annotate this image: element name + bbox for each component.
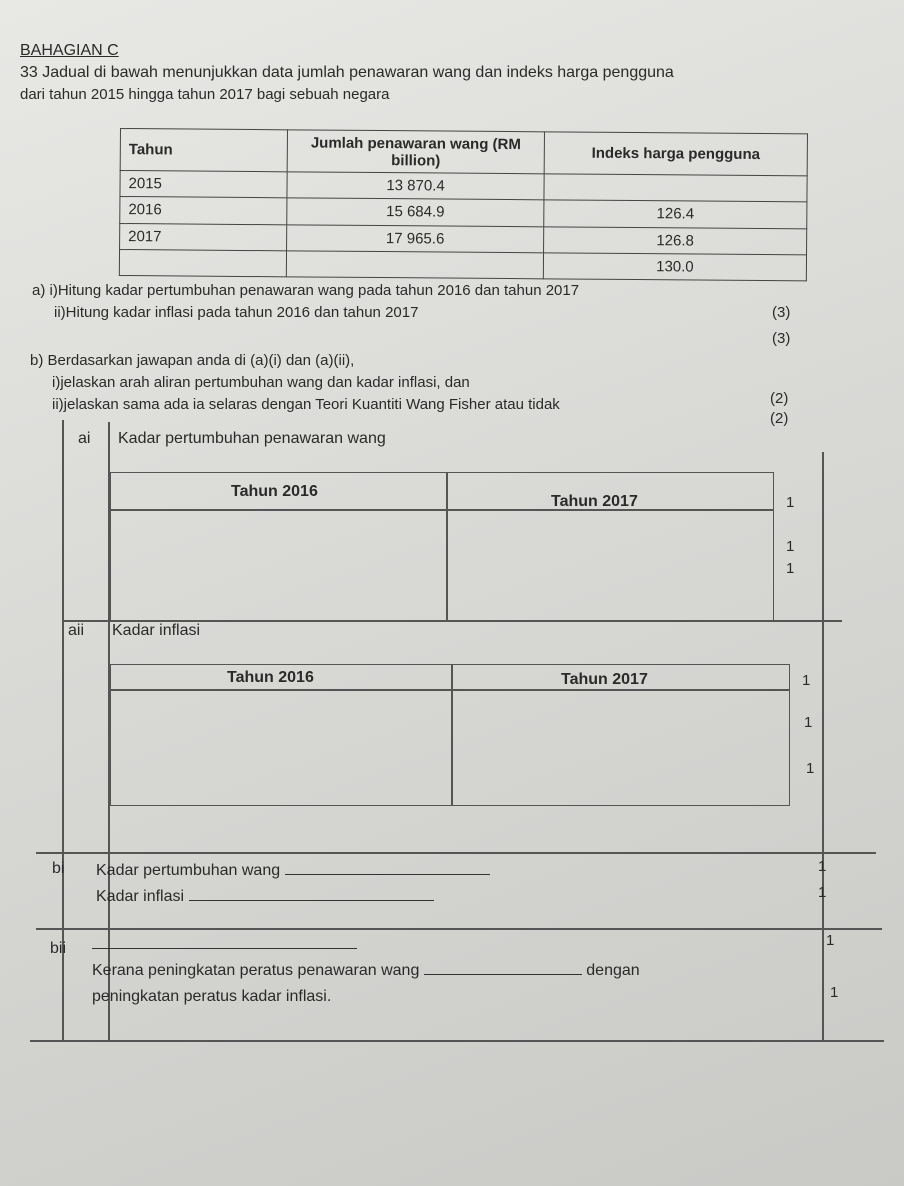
table-cell: 2015 bbox=[120, 171, 287, 199]
table-cell bbox=[119, 249, 286, 277]
answer-bi-line2 bbox=[96, 886, 434, 906]
part-b-i: i)jelaskan arah aliran pertumbuhan wang dan kadar inflasi, dan bbox=[52, 374, 470, 391]
answer-bii-mark: 1 bbox=[826, 932, 835, 949]
question-intro-line1: 33 Jadual di bawah menunjukkan data jumlah penawaran wang dan indeks harga pengguna bbox=[20, 64, 674, 81]
answer-bii-text2: dengan bbox=[586, 962, 640, 979]
answer-bottom-line bbox=[30, 1040, 884, 1042]
answer-bii-label: bii bbox=[50, 940, 67, 957]
part-b-i-marks: (2) bbox=[770, 390, 789, 407]
answer-bi-text2: Kadar inflasi bbox=[96, 888, 185, 905]
answer-bii-line1 bbox=[92, 960, 640, 980]
answer-aii-mark: 1 bbox=[806, 760, 815, 777]
answer-ai-title: Kadar pertumbuhan penawaran wang bbox=[118, 430, 386, 447]
part-b-ii: ii)jelaskan sama ada ia selaras dengan Teori Kuantiti Wang Fisher atau tidak bbox=[52, 396, 560, 413]
table-cell bbox=[544, 174, 807, 202]
table-cell: 15 684.9 bbox=[287, 198, 544, 226]
table-cell: 17 965.6 bbox=[287, 224, 544, 252]
divider bbox=[36, 928, 882, 930]
part-a-ii-marks: (3) bbox=[772, 330, 791, 347]
answer-blank[interactable] bbox=[189, 886, 434, 901]
answer-ai-col-2016: Tahun 2016 bbox=[231, 483, 318, 500]
answer-aii-table bbox=[110, 664, 790, 806]
question-intro-line2: dari tahun 2015 hingga tahun 2017 bagi sebuah negara bbox=[20, 86, 390, 103]
answer-aii-col-2017: Tahun 2017 bbox=[561, 671, 648, 688]
answer-aii-mark: 1 bbox=[804, 714, 813, 731]
table-header-money-supply: Jumlah penawaran wang (RM billion) bbox=[287, 130, 544, 174]
answer-bii-line2: peningkatan peratus kadar inflasi. bbox=[92, 988, 332, 1005]
part-a-i-marks: (3) bbox=[772, 304, 791, 321]
answer-bi-mark: 1 bbox=[818, 858, 827, 875]
part-a-i: a) i)Hitung kadar pertumbuhan penawaran wang pada tahun 2016 dan tahun 2017 bbox=[32, 282, 580, 299]
answer-bii-text1: Kerana peningkatan peratus penawaran wang bbox=[92, 962, 420, 979]
part-b-ii-marks: (2) bbox=[770, 410, 789, 427]
divider bbox=[36, 852, 876, 854]
table-cell: 13 870.4 bbox=[287, 172, 544, 200]
answer-bii-blank-line bbox=[92, 934, 357, 954]
table-cell: 2017 bbox=[120, 223, 287, 251]
answer-bi-mark: 1 bbox=[818, 884, 827, 901]
answer-bi-text1: Kadar pertumbuhan wang bbox=[96, 862, 281, 879]
answer-blank[interactable] bbox=[92, 934, 357, 949]
data-table bbox=[119, 128, 808, 281]
answer-bi-line1 bbox=[96, 860, 490, 880]
answer-aii-mark: 1 bbox=[802, 672, 811, 689]
part-a-ii: ii)Hitung kadar inflasi pada tahun 2016 dan tahun 2017 bbox=[54, 304, 419, 321]
answer-aii-label: aii bbox=[68, 622, 85, 639]
table-header-year: Tahun bbox=[120, 129, 287, 172]
part-b: b) Berdasarkan jawapan anda di (a)(i) dan (a)(ii), bbox=[30, 352, 355, 369]
table-cell: 126.4 bbox=[544, 200, 807, 228]
answer-blank[interactable] bbox=[285, 860, 490, 875]
answer-blank[interactable] bbox=[424, 960, 582, 975]
table-cell bbox=[286, 251, 543, 279]
table-cell: 126.8 bbox=[544, 226, 807, 254]
answer-ai-label: ai bbox=[78, 430, 91, 447]
section-title: BAHAGIAN C bbox=[20, 42, 119, 59]
answer-ai-mark: 1 bbox=[786, 538, 795, 555]
table-cell: 2016 bbox=[120, 197, 287, 225]
answer-bi-label: bi bbox=[52, 860, 65, 877]
answer-ai-table bbox=[110, 472, 774, 622]
answer-bii-mark: 1 bbox=[830, 984, 839, 1001]
answer-aii-col-2016: Tahun 2016 bbox=[227, 669, 314, 686]
table-cell: 130.0 bbox=[543, 253, 806, 281]
table-header-cpi: Indeks harga pengguna bbox=[544, 132, 807, 176]
answer-ai-col-2017: Tahun 2017 bbox=[551, 493, 638, 510]
answer-aii-title: Kadar inflasi bbox=[112, 622, 201, 639]
answer-ai-mark: 1 bbox=[786, 560, 795, 577]
answer-ai-mark: 1 bbox=[786, 494, 795, 511]
answer-right-line bbox=[822, 452, 824, 1040]
